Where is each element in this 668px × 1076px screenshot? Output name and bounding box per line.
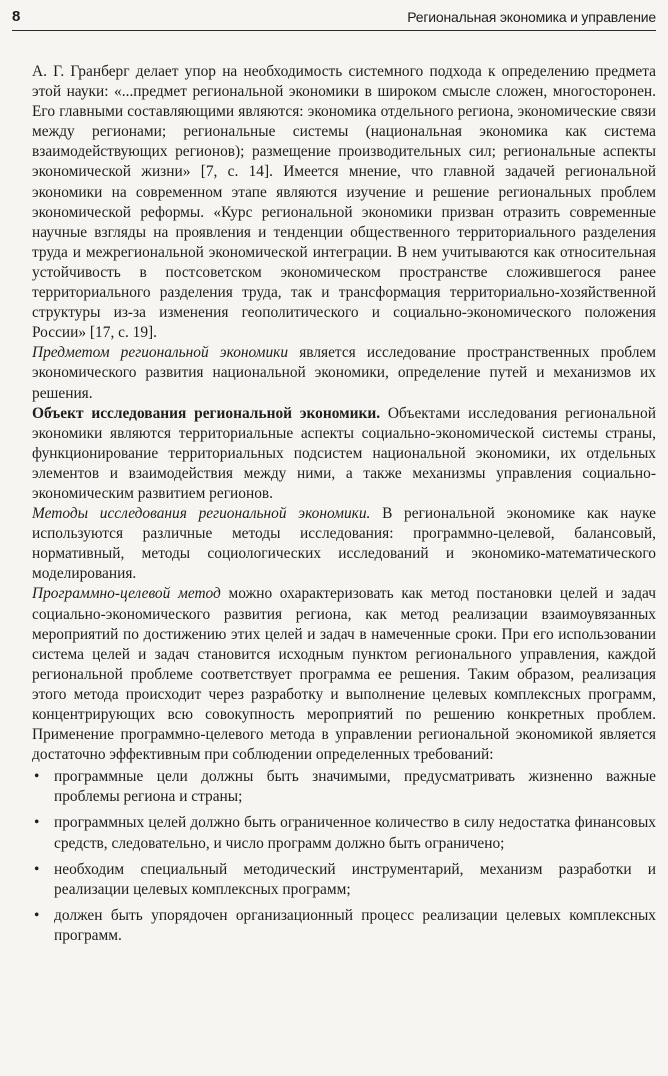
paragraph-object-text: Объектами исследования региональной экономики являются территориальные аспекты социально-экономической системы страны, функционирование территориальных подсистем национальной экономики, их отдельных элементов и взаимодействия между ними, а также механизмы управления социально-экономическим развитием регионов. xyxy=(32,404,656,502)
list-item xyxy=(32,813,656,853)
paragraph-subject xyxy=(32,343,656,403)
bullet-icon: • xyxy=(34,814,40,832)
term-object: Объект исследования региональной экономики. xyxy=(32,404,381,422)
term-subject: Предметом региональной экономики xyxy=(32,344,289,362)
list-item xyxy=(32,767,656,807)
paragraph-granberg: А. Г. Гранберг делает упор на необходимость системного подхода к определению предмета этой науки: «...предмет региональной экономики в широком смысле сложен, многосторонен. Его главными составляющими являются: экономика отдельного региона, экономические связи между регионами; региональные системы (национальная экономика как система взаимодействующих регионов); размещение производительных сил; региональные аспекты экономической жизни» [7, с. 14]. Имеется мнение, что главной задачей региональной экономики на современном этапе являются изучение и решение региональных проблем экономической реформы. «Курс региональной экономики призван отразить современные научные взгляды на проявления и тенденции общественного территориального разделения труда и межрегиональной экономической интеграции. В нем учитываются как относительная устойчивость в постсоветском экономическом пространстве сложившегося ранее территориального разделения труда, так и трансформация территориально-хозяйственной структуры из-за изменения геополитического и социально-экономического положения России» [17, с. 19]. xyxy=(32,63,656,342)
bullet-icon: • xyxy=(34,906,40,924)
paragraph-program-method-text: можно охарактеризовать как метод постановки целей и задач социально-экономического развития региона, как метод реализации взаимоувязанных мероприятий по достижению этих целей и задач в намеченные сроки. При его использовании система целей и задач становится исходным пунктом регионального управления, каждой региональной проблеме соответствует программа ее решения. Таким образом, реализация этого метода происходит через разработку и выполнение целевых комплексных программ, концентрирующих всю совокупность мероприятий по решению конкретных проблем. Применение программно-целевого метода в управлении региональной экономикой является достаточно эффективным при соблюдении определенных требований: xyxy=(32,585,656,764)
requirements-list xyxy=(32,767,656,946)
page-number: 8 xyxy=(12,8,21,25)
term-methods: Методы исследования региональной экономики. xyxy=(32,505,371,523)
running-header xyxy=(12,4,656,31)
bullet-icon: • xyxy=(34,860,40,878)
list-item-text: должен быть упорядочен организационный процесс реализации целевых комплексных программ. xyxy=(54,906,656,944)
paragraph-methods-text: В региональной экономике как науке используются различные методы исследования: программно-целевой, балансовый, нормативный, методы социологических исследований и экономико-математического моделирования. xyxy=(32,505,656,583)
bullet-icon: • xyxy=(34,768,40,786)
list-item xyxy=(32,906,656,946)
term-program-method: Программно-целевой метод xyxy=(32,585,221,603)
paragraph-subject-text: является исследование пространственных проблем экономического развития национальной экономики, определение путей и механизмов их решения. xyxy=(32,344,657,402)
paragraph-program-method xyxy=(32,584,656,765)
running-title: Региональная экономика и управление xyxy=(407,9,656,25)
list-item xyxy=(32,860,656,900)
paragraph-object xyxy=(32,404,656,504)
list-item-text: программных целей должно быть ограниченное количество в силу недостатка финансовых средств, следовательно, и число программ должно быть ограничено; xyxy=(54,814,656,852)
body-text xyxy=(32,62,656,952)
list-item-text: программные цели должны быть значимыми, предусматривать жизненно важные проблемы региона и страны; xyxy=(54,768,656,806)
list-item-text: необходим специальный методический инструментарий, механизм разработки и реализации целевых комплексных программ; xyxy=(54,860,656,898)
paragraph-methods xyxy=(32,504,656,584)
